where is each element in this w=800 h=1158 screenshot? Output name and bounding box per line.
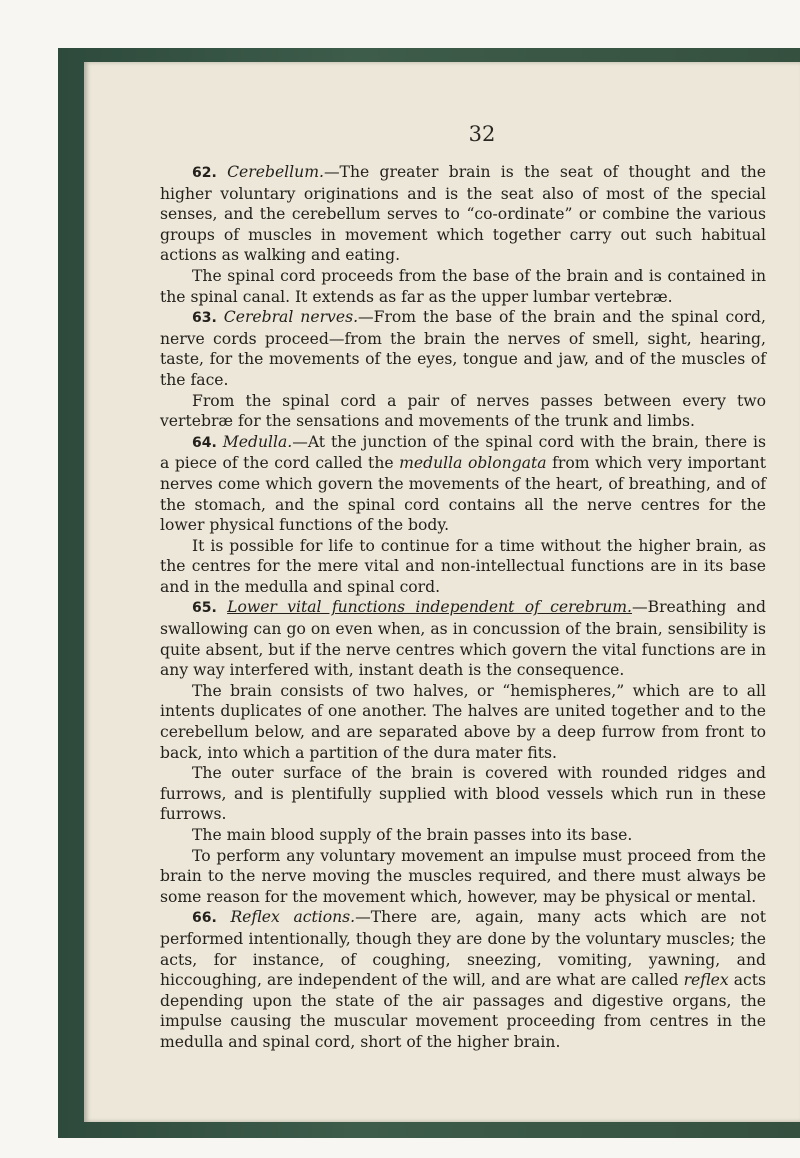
paragraph-text: acts depending upon the state of the air passages and digestive organs, the impulse causing the muscular movement proceeding from centres in the medulla and spinal cord, short of the higher brain. xyxy=(160,971,766,1051)
section-number: 64. xyxy=(192,434,217,451)
paragraph-66 xyxy=(160,907,766,1052)
section-heading: Cerebral nerves. xyxy=(223,308,359,327)
inline-term: medulla oblongata xyxy=(399,454,547,473)
paragraph-64 xyxy=(160,432,766,536)
paragraph-63 xyxy=(160,307,766,390)
section-number: 66. xyxy=(192,910,217,927)
paragraph: From the spinal cord a pair of nerves passes between every two vertebræ for the sensations and movements of the trunk and limbs. xyxy=(160,391,766,431)
body-text xyxy=(160,162,766,1053)
paragraph: The spinal cord proceeds from the base of the brain and is contained in the spinal canal. It extends as far as the upper lumbar vertebræ. xyxy=(160,266,766,306)
section-heading: Lower vital functions independent of cerebrum. xyxy=(227,598,633,617)
inline-term: reflex xyxy=(683,971,729,990)
paragraph-text: —From the base of the brain and the spinal cord, nerve cords proceed—from the brain the nerves of smell, sight, hearing, taste, for the movements of the eyes, tongue and jaw, and of the muscles of the face. xyxy=(160,308,766,389)
section-heading: Reflex actions. xyxy=(230,908,356,927)
section-number: 63. xyxy=(192,310,217,327)
paragraph: To perform any voluntary movement an impulse must proceed from the brain to the nerve moving the muscles required, and there must always be some reason for the movement which, however, may be physical or mental. xyxy=(160,846,766,906)
paragraph: The brain consists of two halves, or “hemispheres,” which are to all intents duplicates of one another. The halves are united together and to the cerebellum below, and are separated above by a deep furrow from front to back, into which a partition of the dura mater fits. xyxy=(160,681,766,762)
section-number: 62. xyxy=(192,165,217,181)
paragraph: The outer surface of the brain is covered with rounded ridges and furrows, and is plentifully supplied with blood vessels which run in these furrows. xyxy=(160,764,766,824)
paragraph-65 xyxy=(160,597,766,680)
paragraph-62 xyxy=(160,162,766,266)
paragraph-text: —There are, again, many acts which are not performed intentionally, though they are done by the voluntary muscles; the acts, for instance, of coughing, sneezing, vomiting, yawning, and hiccoughing, are independent of the will, and are what are called xyxy=(160,908,766,990)
section-number: 65. xyxy=(192,600,217,617)
paragraph: It is possible for life to continue for a time without the higher brain, as the centres for the mere vital and non-intellectual functions are in its base and in the medulla and spinal cord. xyxy=(160,536,766,596)
section-heading: Cerebellum. xyxy=(227,163,324,181)
paragraph-text: —The greater brain is the seat of thought and the higher voluntary originations and is the seat also of most of the special senses, and the cerebellum serves to “co-ordinate” or combine the various groups of muscles in movement which together carry out such habitual actions as walking and eating. xyxy=(160,163,766,265)
page-number: 32 xyxy=(468,122,496,146)
paragraph-text: from which very important nerves come which govern the movements of the heart, of breathing, and of the stomach, and the spinal cord contains all the nerve centres for the lower physical functions of the body. xyxy=(160,454,766,535)
paragraph: The main blood supply of the brain passes into its base. xyxy=(192,826,633,844)
section-heading: Medulla. xyxy=(222,432,293,451)
paragraph-text: —At the junction of the spinal cord with the brain, there is a piece of the cord called the xyxy=(160,432,766,473)
paragraph-text: —Breathing and swallowing can go on even when, as in concussion of the brain, sensibility is quite absent, but if the nerve centres which govern the vital functions are in any way interfered with, instant death is the consequence. xyxy=(160,598,766,680)
